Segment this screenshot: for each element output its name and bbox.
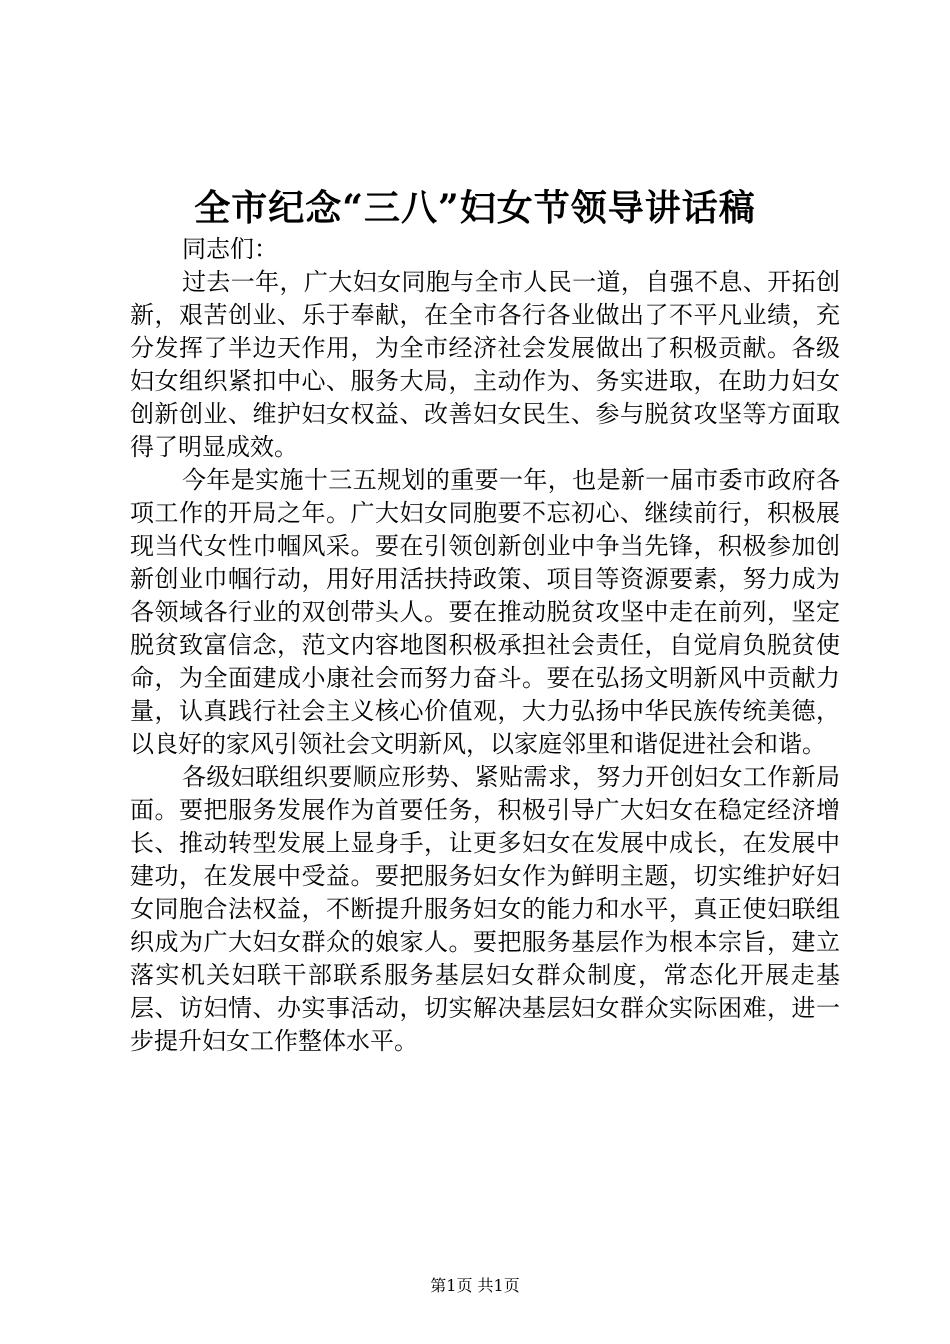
paragraph-2: 今年是实施十三五规划的重要一年，也是新一届市委市政府各项工作的开局之年。广大妇女同胞要不忘初心、继续前行，积极展现当代女性巾帼风采。要在引领创新创业中争当先锋，积极参加创新创业巾帼行动，用好用活扶持政策、项目等资源要素，努力成为各领域各行业的双创带头人。要在推动脱贫攻坚中走在前列，坚定脱贫致富信念，范文内容地图积极承担社会责任，自觉肩负脱贫使命，为全面建成小康社会而努力奋斗。要在弘扬文明新风中贡献力量，认真践行社会主义核心价值观，大力弘扬中华民族传统美德，以良好的家风引领社会文明新风，以家庭邻里和谐促进社会和谐。 [130, 466, 840, 758]
salutation: 同志们： [182, 235, 278, 263]
paragraph-1: 过去一年，广大妇女同胞与全市人民一道，自强不息、开拓创新，艰苦创业、乐于奉献，在全市各行各业做出了不平凡业绩，充分发挥了半边天作用，为全市经济社会发展做出了积极贡献。各级妇女组织紧扣中心、服务大局，主动作为、务实进取，在助力妇女创新创业、维护妇女权益、改善妇女民生、参与脱贫攻坚等方面取得了明显成效。 [130, 268, 840, 461]
document-body [130, 233, 840, 1058]
document-title: 全市纪念“三八”妇女节领导讲话稿 [194, 187, 756, 229]
paragraph-3: 各级妇联组织要顺应形势、紧贴需求，努力开创妇女工作新局面。要把服务发展作为首要任务，积极引导广大妇女在稳定经济增长、推动转型发展上显身手，让更多妇女在发展中成长，在发展中建功，在发展中受益。要把服务妇女作为鲜明主题，切实维护好妇女同胞合法权益，不断提升服务妇女的能力和水平，真正使妇联组织成为广大妇女群众的娘家人。要把服务基层作为根本宗旨，建立落实机关妇联干部联系服务基层妇女群众制度，常态化开展走基层、访妇情、办实事活动，切实解决基层妇女群众实际困难，进一步提升妇女工作整体水平。 [130, 763, 840, 1055]
page-footer: 第1页 共1页 [430, 1276, 520, 1295]
